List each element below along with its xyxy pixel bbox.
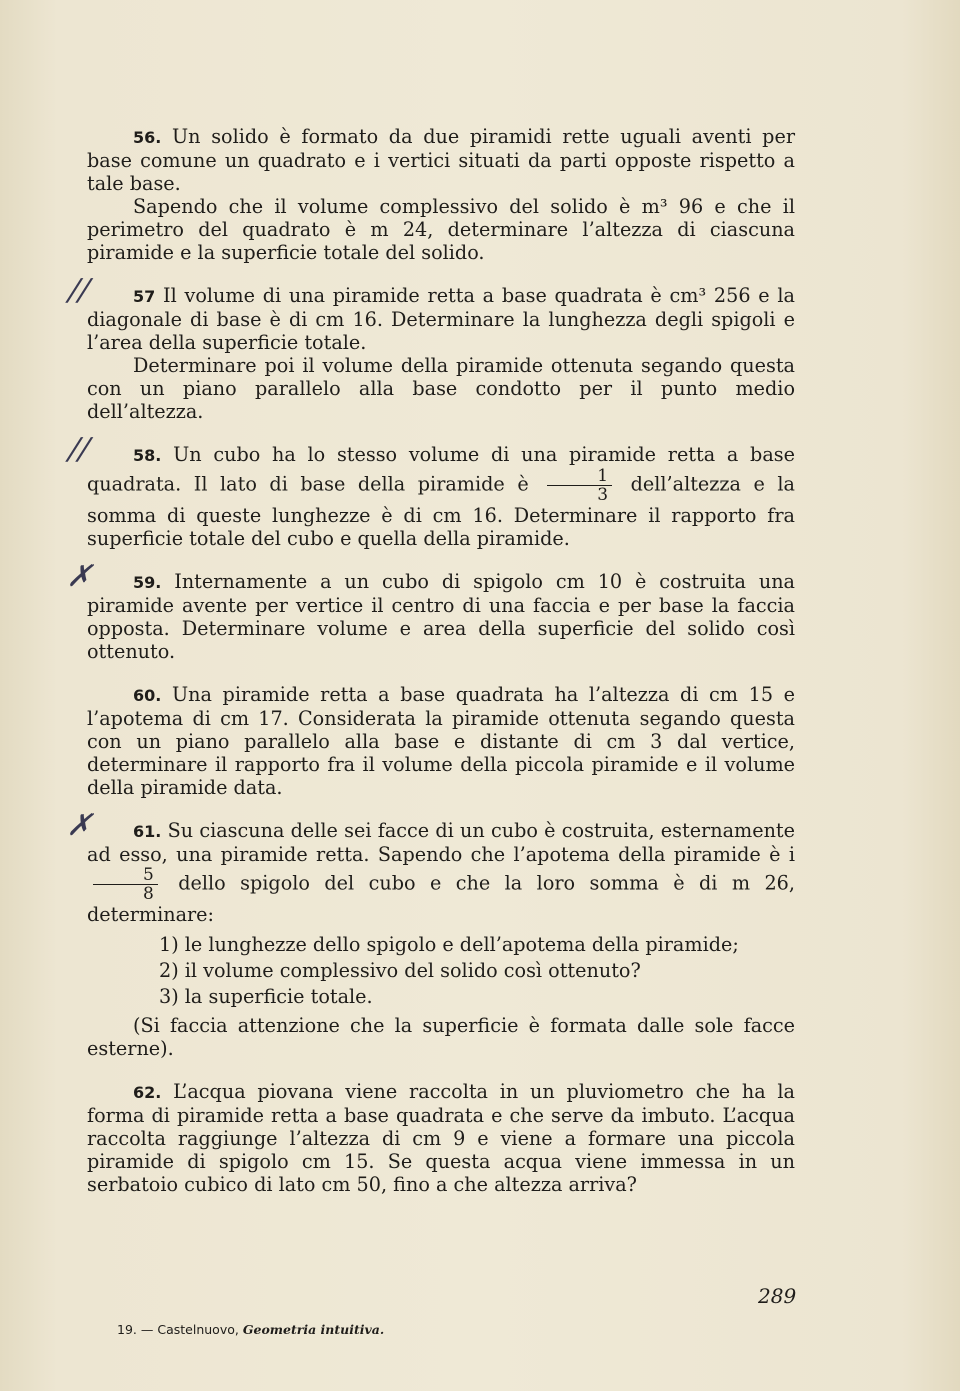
problem-number: 62. xyxy=(133,1083,162,1102)
problem-text: Un solido è formato da due piramidi rette uguali aventi per base comune un quadrato e i vertici situati da parti opposte rispetto a tale base. xyxy=(87,125,795,195)
problem-text-continued: Sapendo che il volume complessivo del solido è m³ 96 e che il perimetro del quadrato è m 24, determinare l’altezza di ciascuna piramide e la superficie totale del solido. xyxy=(87,195,795,264)
footer-author: Castelnuovo, xyxy=(157,1322,239,1337)
footer-sheet-number: 19. xyxy=(117,1322,137,1337)
footer-dash: — xyxy=(140,1322,154,1337)
problem-58 xyxy=(63,432,795,550)
problem-number: 60. xyxy=(133,686,162,705)
problem-60 xyxy=(87,683,795,799)
problems-text xyxy=(63,125,795,1216)
fraction-numerator: 5 xyxy=(93,866,158,885)
list-item: 3) la superficie totale. xyxy=(159,985,373,1008)
handwritten-mark: // xyxy=(63,273,96,308)
problem-note: (Si faccia attenzione che la superficie è formata dalle sole facce esterne). xyxy=(87,1014,795,1060)
page-number: 289 xyxy=(758,1284,797,1308)
problem-59 xyxy=(63,559,795,663)
fraction-denominator: 3 xyxy=(597,485,609,505)
problem-number: 56. xyxy=(133,128,162,147)
handwritten-mark: // xyxy=(63,432,96,467)
problem-61 xyxy=(63,808,795,1060)
footer-signature xyxy=(117,1322,384,1337)
problem-text: Una piramide retta a base quadrata ha l’altezza di cm 15 e l’apotema di cm 17. Considerata la piramide ottenuta segando questa con un piano parallelo alla base e distante di cm 3 dal vertice, determinare il rapporto fra il volume della piccola piramide e il volume della piramide data. xyxy=(87,683,795,799)
problem-number: 59. xyxy=(133,573,162,592)
problem-text: Un cubo ha lo stesso volume di una piramide retta a base quadrata. Il lato di base della piramide è xyxy=(87,443,795,496)
footer-book-title: Geometria intuitiva. xyxy=(242,1322,385,1337)
list-item: 2) il volume complessivo del solido così ottenuto? xyxy=(159,959,641,982)
problem-text: Il volume di una piramide retta a base quadrata è cm³ 256 e la diagonale di base è di cm 16. Determinare la lunghezza degli spigoli e l’area della superficie totale. xyxy=(87,284,795,354)
problem-text: L’acqua piovana viene raccolta in un pluviometro che ha la forma di piramide retta a base quadrata e che serve da imbuto. L’acqua raccolta raggiunge l’altezza di cm 9 e viene a formare una piccola piramide di spigolo cm 15. Se questa acqua viene immessa in un serbatoio cubico di lato cm 50, fino a che altezza arriva? xyxy=(87,1080,795,1196)
sub-question-list xyxy=(159,932,795,1010)
problem-62 xyxy=(87,1080,795,1196)
fraction-denominator: 8 xyxy=(143,884,154,904)
problem-text-continued: dello spigolo del cubo e che la loro somma è di m 26, determinare: xyxy=(87,871,795,926)
handwritten-mark: ✗ xyxy=(63,808,100,843)
problem-text-continued: dell’altezza e la somma di queste lunghezze è di cm 16. Determinare il rapporto fra superficie totale del cubo e quella della piramide. xyxy=(87,472,795,550)
fraction-numerator: 1 xyxy=(547,467,612,486)
problem-text: Su ciascuna delle sei facce di un cubo è costruita, esternamente ad esso, una piramide retta. Sapendo che l’apotema della piramide è i xyxy=(87,819,795,866)
problem-text-continued: Determinare poi il volume della piramide ottenuta segando questa con un piano parallelo alla base condotto per il punto medio dell’altezza. xyxy=(87,354,795,423)
problem-number: 58. xyxy=(133,446,162,465)
problem-number: 61. xyxy=(133,822,162,841)
problem-56 xyxy=(87,125,795,264)
problem-number: 57 xyxy=(133,287,156,306)
problem-text: Internamente a un cubo di spigolo cm 10 è costruita una piramide avente per vertice il centro di una faccia e per base la faccia opposta. Determinare volume e area della superficie del solido così ottenuto. xyxy=(87,570,795,663)
problem-57 xyxy=(63,273,795,423)
fraction xyxy=(547,467,612,504)
handwritten-mark: ✗ xyxy=(63,559,100,594)
fraction xyxy=(93,866,158,903)
list-item: 1) le lunghezze dello spigolo e dell’apotema della piramide; xyxy=(159,933,739,956)
